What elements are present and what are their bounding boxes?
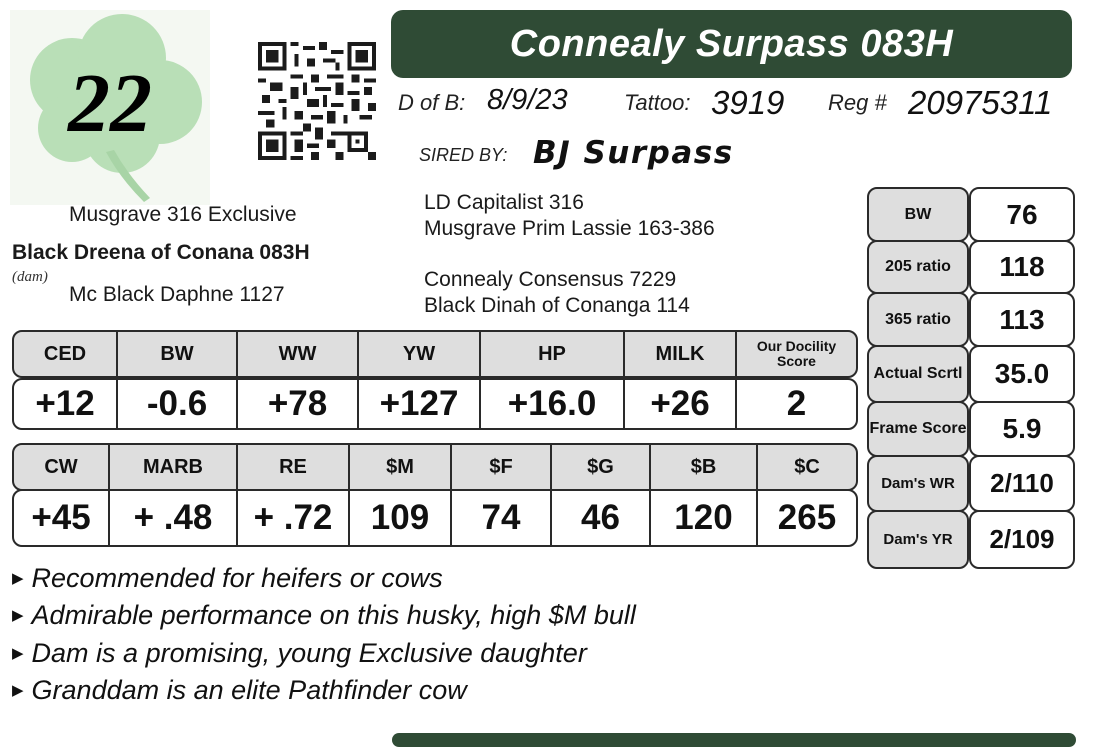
sired-by-label: SIRED BY: [419, 145, 508, 165]
triangle-bullet-icon: ▶ [12, 682, 24, 699]
stat-value: 35.0 [969, 345, 1075, 403]
epd-header: $M [350, 445, 452, 489]
epd-header: $F [452, 445, 552, 489]
epd-header: $B [651, 445, 758, 489]
epd-header: MARB [110, 445, 238, 489]
epd-header-row [12, 443, 858, 491]
epd-value: +127 [359, 380, 481, 428]
stat-value: 5.9 [969, 401, 1075, 457]
tattoo-label: Tattoo: [624, 90, 691, 115]
stat-label: BW [867, 187, 969, 242]
stat-label: 205 ratio [867, 240, 969, 294]
epd-value: +16.0 [481, 380, 625, 428]
dob-label: D of B: [398, 90, 466, 115]
epd-value: 109 [350, 491, 452, 545]
epd-value: + .72 [238, 491, 350, 545]
tattoo-value: 3919 [711, 84, 785, 121]
epd-value: 265 [777, 498, 837, 537]
stat-label: Dam's YR [867, 510, 969, 569]
pedigree-sire-sire: LD Capitalist 316 [424, 191, 584, 214]
stat-label: 365 ratio [867, 292, 969, 347]
dob-value: 8/9/23 [487, 84, 568, 116]
epd-value: +45 [14, 491, 110, 545]
epd-header: BW [118, 332, 238, 376]
triangle-bullet-icon: ▶ [12, 607, 24, 624]
epd-header: MILK [625, 332, 737, 376]
sire-name: BJ Surpass [533, 135, 734, 171]
epd-value: -0.6 [118, 380, 238, 428]
qr-code-icon[interactable] [258, 42, 376, 160]
note-item [12, 675, 467, 706]
stat-value: 2/110 [969, 455, 1075, 512]
epd-header: HP [481, 332, 625, 376]
reg-value: 20975311 [908, 84, 1053, 121]
pedigree-dam: Black Dreena of Conana 083H [12, 241, 310, 264]
note-text: Granddam is an elite Pathfinder cow [31, 675, 467, 705]
note-item [12, 563, 443, 594]
epd-value: +26 [625, 380, 737, 428]
epd-table-1 [12, 330, 858, 430]
epd-value: + .48 [110, 491, 238, 545]
stat-value: 76 [969, 187, 1075, 242]
triangle-bullet-icon: ▶ [12, 645, 24, 662]
epd-value: 46 [552, 491, 651, 545]
pedigree-dam-dam: Mc Black Daphne 1127 [69, 283, 285, 306]
epd-value: 74 [452, 491, 552, 545]
epd-header-docility: Our Docility Score [756, 338, 837, 369]
dam-tag: (dam) [12, 269, 48, 285]
stat-label: Frame Score [867, 401, 969, 457]
stat-label: Dam's WR [867, 455, 969, 512]
note-text: Dam is a promising, young Exclusive daughter [31, 638, 587, 668]
epd-value-docility: 2 [786, 384, 807, 423]
note-item [12, 638, 587, 669]
animal-title: Connealy Surpass 083H [509, 23, 954, 65]
stat-value: 2/109 [969, 510, 1075, 569]
epd-header: CW [14, 445, 110, 489]
reg-label: Reg # [828, 90, 887, 115]
stat-value: 118 [969, 240, 1075, 294]
performance-stats [867, 187, 1075, 569]
note-text: Admirable performance on this husky, high $M bull [31, 600, 636, 630]
epd-value: +12 [14, 380, 118, 428]
epd-value-row [12, 378, 858, 430]
epd-value: 120 [651, 491, 758, 545]
epd-value: +78 [238, 380, 359, 428]
epd-header: RE [238, 445, 350, 489]
epd-header: $C [794, 455, 820, 478]
lot-number: 22 [68, 57, 152, 150]
pedigree-dam-side-dam: Black Dinah of Conanga 114 [424, 294, 690, 317]
note-item [12, 600, 636, 631]
stat-label: Actual Scrtl [867, 345, 969, 403]
pedigree-dam-side-sire: Connealy Consensus 7229 [424, 268, 677, 291]
epd-header: CED [14, 332, 118, 376]
epd-header-row [12, 330, 858, 378]
stat-value: 113 [969, 292, 1075, 347]
next-card-title-bar [392, 733, 1076, 747]
pedigree-dam-sire: Musgrave 316 Exclusive [69, 203, 297, 226]
epd-header: WW [238, 332, 359, 376]
pedigree-sire-dam: Musgrave Prim Lassie 163-386 [424, 217, 715, 240]
epd-header: YW [359, 332, 481, 376]
epd-value-row [12, 489, 858, 547]
note-text: Recommended for heifers or cows [31, 563, 443, 593]
triangle-bullet-icon: ▶ [12, 570, 24, 587]
epd-header: $G [552, 445, 651, 489]
epd-table-2 [12, 443, 858, 547]
